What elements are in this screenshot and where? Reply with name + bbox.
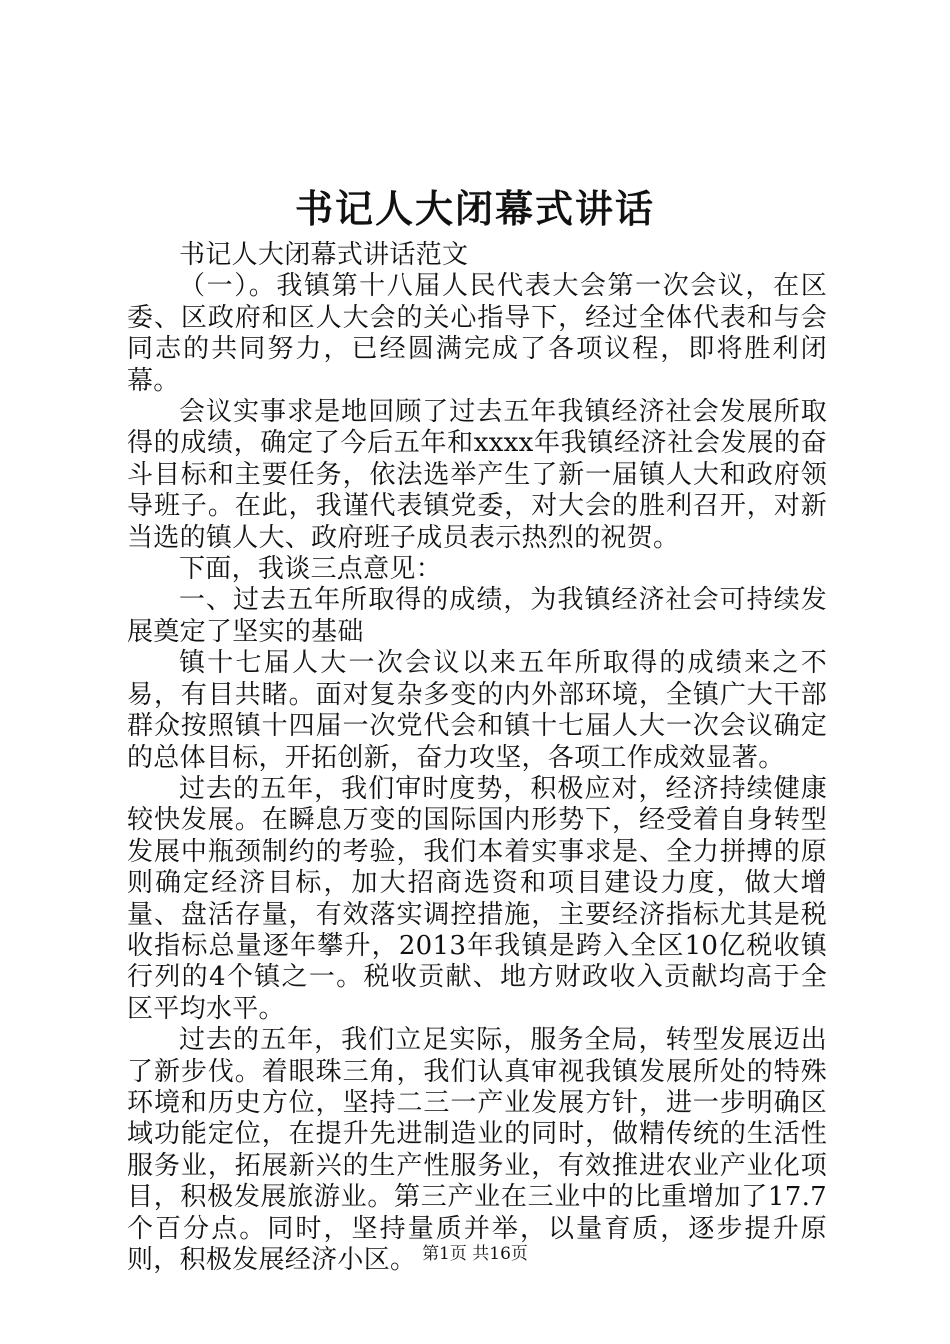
paragraph: 下面，我谈三点意见： <box>179 554 443 585</box>
document-body <box>127 240 827 1276</box>
paragraph: 会议实事求是地回顾了过去五年我镇经济社会发展所取得的成绩，确定了今后五年和xxxx年我镇经济社会发展的奋斗目标和主要任务，依法选举产生了新一届镇人大和政府领导班子。在此，我谨代表镇党委，对大会的胜利召开，对新当选的镇人大、政府班子成员表示热烈的祝贺。 <box>127 397 827 553</box>
paragraph: 镇十七届人大一次会议以来五年所取得的成绩来之不易，有目共睹。面对复杂多变的内外部环境，全镇广大干部群众按照镇十四届一次党代会和镇十七届人大一次会议确定的总体目标，开拓创新，奋力攻坚，各项工作成效显著。 <box>127 648 827 773</box>
paragraph: 过去的五年，我们审时度势，积极应对，经济持续健康较快发展。在瞬息万变的国际国内形势下，经受着自身转型发展中瓶颈制约的考验，我们本着实事求是、全力拼搏的原则确定经济目标，加大招商选资和项目建设力度，做大增量、盘活存量，有效落实调控措施，主要经济指标尤其是税收指标总量逐年攀升，2013年我镇是跨入全区10亿税收镇行列的4个镇之一。税收贡献、地方财政收入贡献均高于全区平均水平。 <box>127 773 827 1024</box>
page-title: 书记人大闭幕式讲话 <box>294 186 655 231</box>
page-indicator: 第1页 共16页 <box>422 1244 528 1264</box>
section-heading: 一、过去五年所取得的成绩，为我镇经济社会可持续发展奠定了坚实的基础 <box>127 585 827 647</box>
paragraph-subtitle: 书记人大闭幕式讲话范文 <box>179 240 469 270</box>
paragraph: （一）。我镇第十八届人民代表大会第一次会议，在区委、区政府和区人大会的关心指导下，经过全体代表和与会同志的共同努力，已经圆满完成了各项议程，即将胜利闭幕。 <box>127 271 827 396</box>
paragraph: 过去的五年，我们立足实际，服务全局，转型发展迈出了新步伐。着眼珠三角，我们认真审视我镇发展所处的特殊环境和历史方位，坚持二三一产业发展方针，进一步明确区域功能定位，在提升先进制造业的同时，做精传统的生活性服务业，拓展新兴的生产性服务业，有效推进农业产业化项目，积极发展旅游业。第三产业在三业中的比重增加了17.7个百分点。同时，坚持量质并举，以量育质，逐步提升原则，积极发展经济小区。 <box>127 1025 827 1275</box>
